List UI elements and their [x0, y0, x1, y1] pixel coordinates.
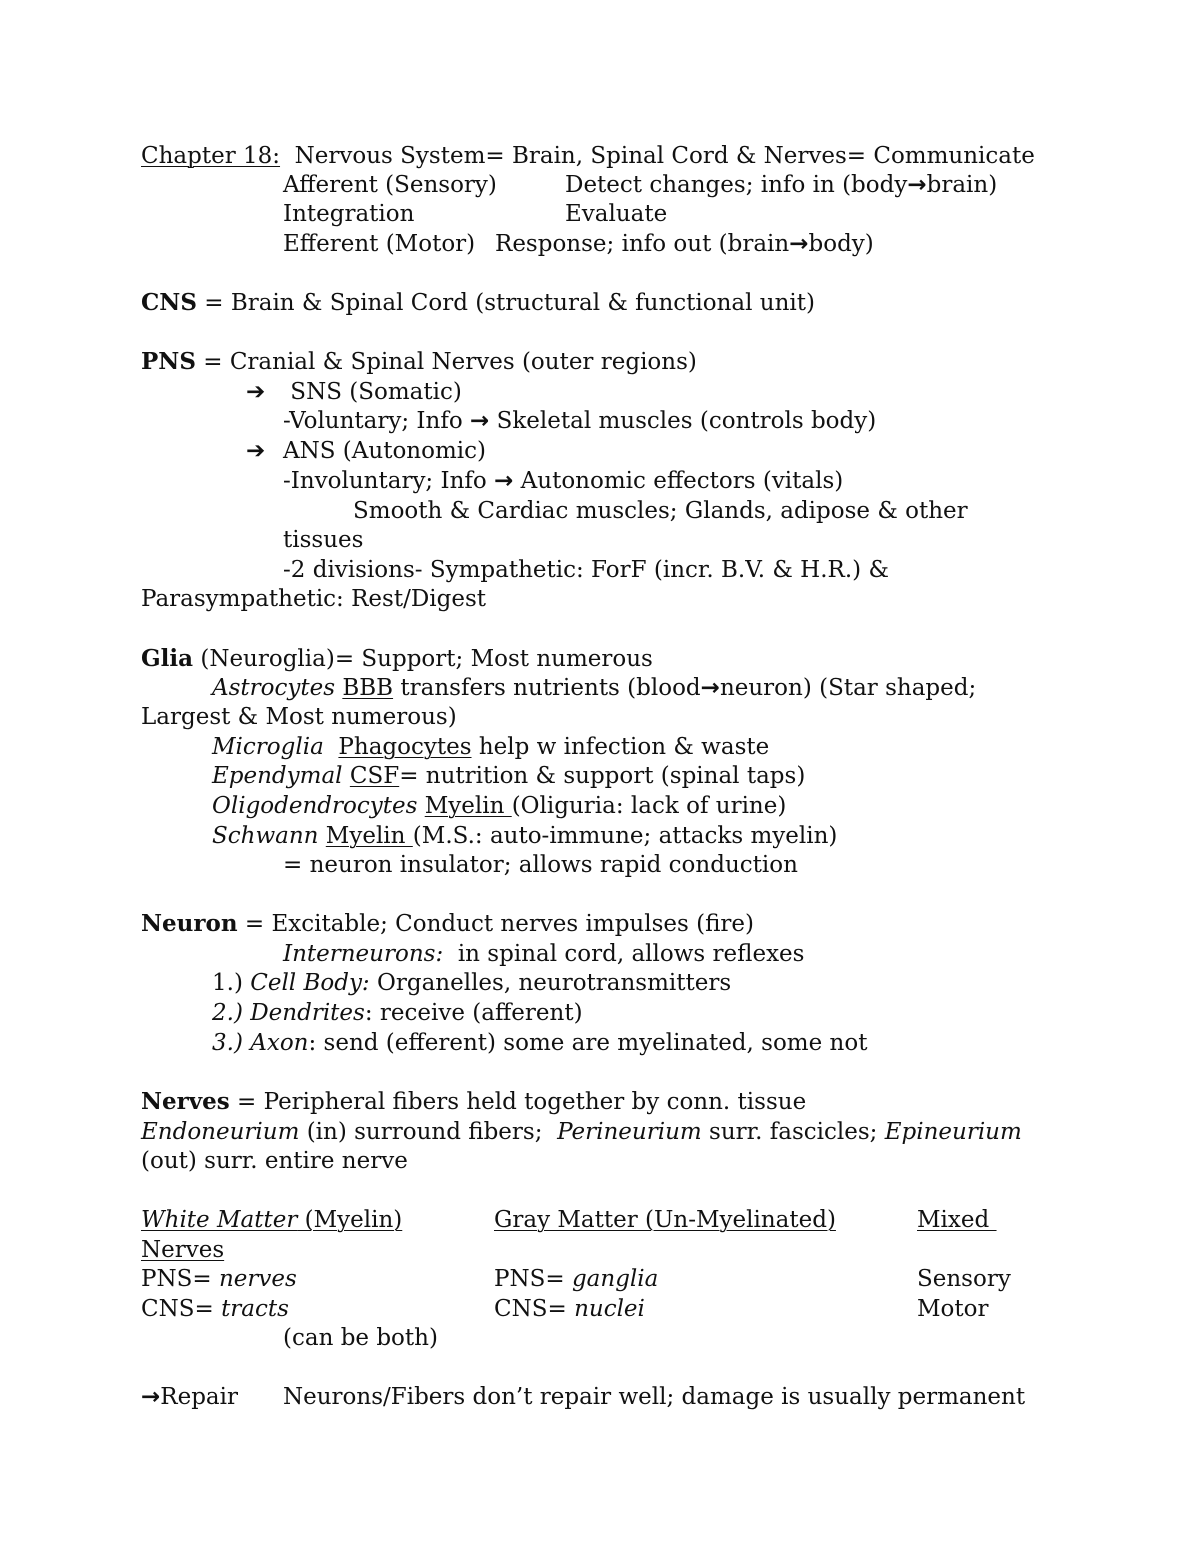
ans-divisions-cont: Parasympathetic: Rest/Digest [141, 586, 487, 612]
chapter-label: Chapter 18: [141, 143, 281, 169]
myelin-note: = neuron insulator; allows rapid conduction [283, 852, 798, 878]
ans-label: ANS (Autonomic) [283, 438, 486, 464]
ans-divisions: -2 divisions- Sympathetic: ForF (incr. B.V. & H.R.) & [283, 557, 889, 583]
nerves-line: Nerves = Peripheral fibers held together by conn. tissue [141, 1088, 807, 1115]
microglia-line: Microglia Phagocytes help w infection & waste [212, 734, 770, 760]
neuron-line: Neuron = Excitable; Conduct nerves impulses (fire) [141, 910, 755, 937]
chapter-title: Nervous System= Brain, Spinal Cord & Nerves= Communicate [294, 143, 1035, 169]
afferent-term: Afferent (Sensory) [283, 172, 497, 198]
sns-desc: -Voluntary; Info → Skeletal muscles (controls body) [283, 408, 877, 434]
integration-desc: Evaluate [565, 201, 668, 227]
gray-cns: CNS= nuclei [494, 1296, 645, 1322]
interneurons-line: Interneurons: in spinal cord, allows reflexes [283, 941, 805, 967]
mixed-both-note: (can be both) [283, 1325, 438, 1351]
cns-line: CNS = Brain & Spinal Cord (structural & functional unit) [141, 289, 815, 316]
pns-line: PNS = Cranial & Spinal Nerves (outer regions) [141, 348, 697, 375]
arrow-icon: → [470, 408, 490, 434]
mixed-nerves-header: Mixed [917, 1207, 997, 1233]
arrow-icon: → [907, 172, 927, 198]
sns-label: SNS (Somatic) [283, 379, 462, 405]
mixed-nerves-header-cont: Nerves [141, 1237, 225, 1263]
gray-pns: PNS= ganglia [494, 1266, 659, 1292]
nerves-term: Nerves [141, 1088, 230, 1115]
efferent-term: Efferent (Motor) [283, 231, 476, 257]
white-cns: CNS= tracts [141, 1296, 289, 1322]
arrow-icon: → [789, 231, 809, 257]
neuron-part-dendrites: 2.) Dendrites: receive (afferent) [212, 1000, 583, 1026]
afferent-desc: Detect changes; info in (body→brain) [565, 172, 998, 198]
neuron-part-axon: 3.) Axon: send (efferent) some are myelinated, some not [212, 1030, 868, 1056]
efferent-desc: Response; info out (brain→body) [495, 231, 874, 257]
arrow-icon: → [494, 468, 514, 494]
astrocytes-line: Astrocytes BBB transfers nutrients (blood→neuron) (Star shaped; [212, 675, 977, 701]
oligodendrocytes-line: Oligodendrocytes Myelin (Oliguria: lack of urine) [212, 793, 787, 819]
neuron-term: Neuron [141, 910, 238, 937]
pns-term: PNS [141, 348, 196, 375]
repair-label: →Repair [141, 1384, 238, 1410]
arrow-bullet-icon: ➔ [246, 438, 266, 464]
chapter-heading [141, 141, 1035, 171]
white-pns: PNS= nerves [141, 1266, 297, 1292]
glia-line: Glia (Neuroglia)= Support; Most numerous [141, 645, 653, 672]
schwann-line: Schwann Myelin (M.S.: auto-immune; attacks myelin) [212, 823, 838, 849]
ans-desc: -Involuntary; Info → Autonomic effectors (vitals) [283, 468, 844, 494]
integration-term: Integration [283, 201, 415, 227]
mixed-motor: Motor [917, 1296, 989, 1322]
nerve-layers-cont: (out) surr. entire nerve [141, 1148, 408, 1174]
sns-bullet [246, 377, 265, 407]
cns-term: CNS [141, 289, 197, 316]
arrow-bullet-icon: ➔ [246, 379, 266, 405]
astrocytes-cont: Largest & Most numerous) [141, 704, 457, 730]
ans-bullet [246, 436, 265, 466]
white-matter-header: White Matter (Myelin) [141, 1207, 403, 1233]
gray-matter-header: Gray Matter (Un-Myelinated) [494, 1207, 836, 1233]
mixed-sensory: Sensory [917, 1266, 1011, 1292]
ans-effectors-cont: tissues [283, 527, 364, 553]
ependymal-line: Ependymal CSF= nutrition & support (spinal taps) [212, 763, 806, 789]
glia-term: Glia [141, 645, 194, 672]
nerve-layers-line: Endoneurium (in) surround fibers; Perineurium surr. fascicles; Epineurium [141, 1119, 1022, 1145]
repair-text: Neurons/Fibers don’t repair well; damage is usually permanent [283, 1384, 1026, 1410]
neuron-part-cell-body: 1.) Cell Body: Organelles, neurotransmitters [212, 970, 732, 996]
ans-effectors: Smooth & Cardiac muscles; Glands, adipose & other [353, 498, 968, 524]
arrow-icon: → [141, 1384, 161, 1410]
arrow-icon: → [700, 675, 720, 701]
